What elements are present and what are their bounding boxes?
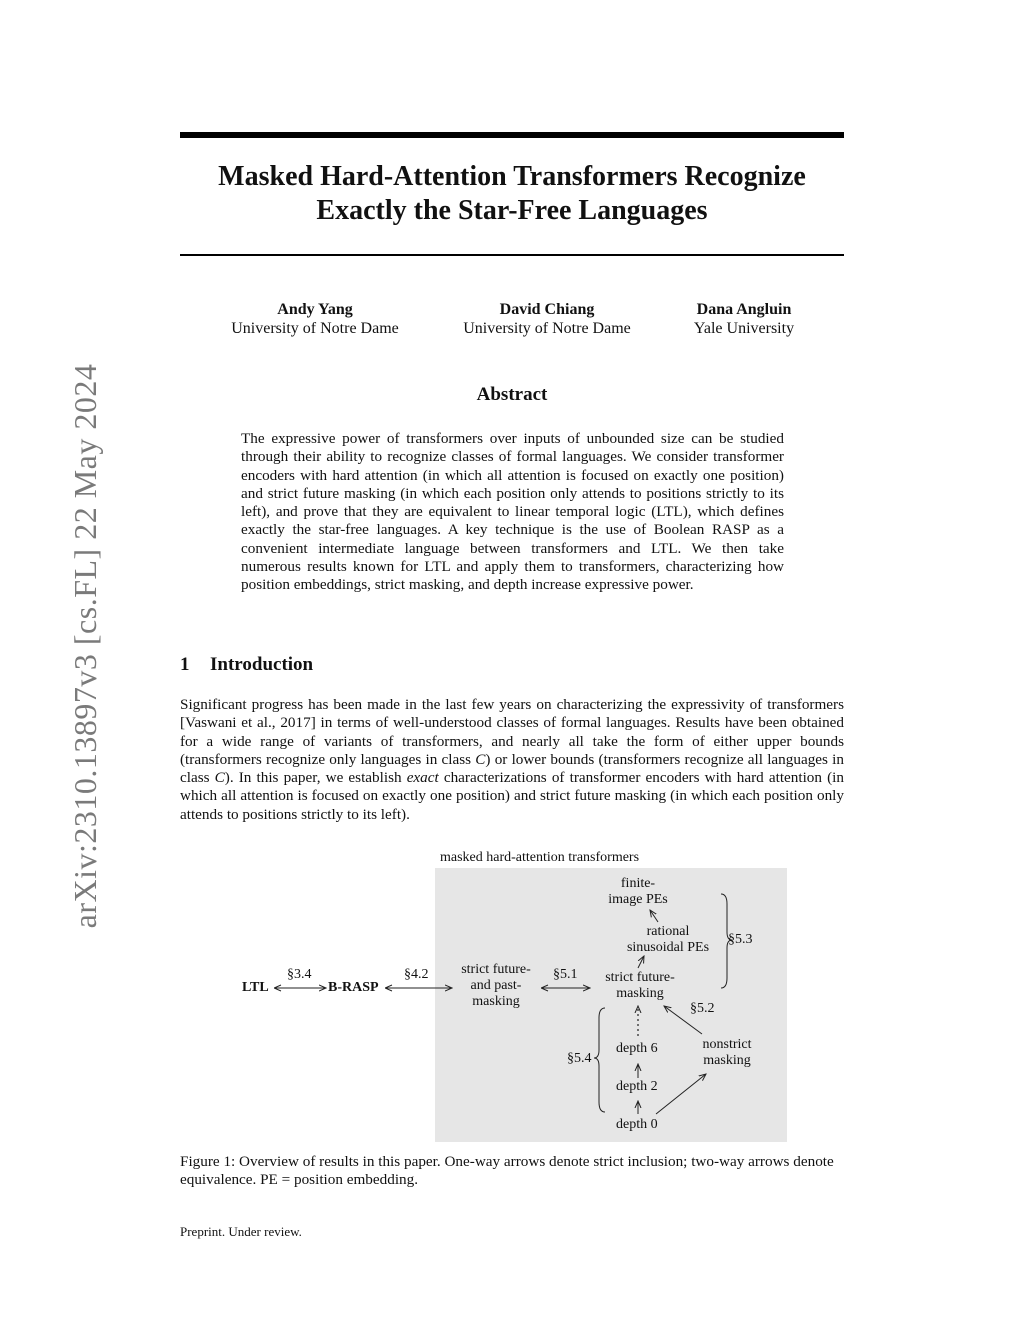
node-rational-sinusoidal: rational sinusoidal PEs xyxy=(626,924,710,955)
author-affiliation: Yale University xyxy=(693,320,795,337)
emphasis-exact: exact xyxy=(406,769,439,787)
class-variable: C xyxy=(475,750,486,768)
section-title: Introduction xyxy=(210,654,314,675)
title-line-2: Exactly the Star-Free Languages xyxy=(316,195,708,226)
class-variable: C xyxy=(214,769,225,787)
author-affiliation: University of Notre Dame xyxy=(231,320,399,337)
node-nonstrict: nonstrict masking xyxy=(702,1037,752,1068)
author-3 xyxy=(654,300,834,338)
paper-title xyxy=(180,160,844,228)
arxiv-stamp xyxy=(25,350,103,942)
author-name: David Chiang xyxy=(499,301,595,318)
node-depth2: depth 2 xyxy=(616,1079,658,1094)
box-title: masked hard-attention transformers xyxy=(440,850,640,865)
author-1 xyxy=(210,300,420,338)
label-s54: §5.4 xyxy=(567,1051,592,1066)
author-name: Dana Angluin xyxy=(696,301,792,318)
title-line-1: Masked Hard-Attention Transformers Recognize xyxy=(218,161,806,192)
label-s42: §4.2 xyxy=(404,967,429,982)
node-ltl: LTL xyxy=(242,980,269,995)
title-rule-top xyxy=(180,132,844,138)
figure-caption: Figure 1: Overview of results in this paper. One-way arrows denote strict inclusion; two-way arrows denote equivalence. PE = position embedding. xyxy=(180,1153,834,1189)
abstract-text: The expressive power of transformers over inputs of unbounded size can be studied through their ability to recognize classes of formal languages. We consider transformer encoders with hard attention (in which all attention is focused on exactly one position) and strict future masking (in which each position only attends to positions strictly to its left), and prove that they are equivalent to linear temporal logic (LTL), which defines exactly the star-free languages. A key technique is the use of Boolean RASP as a convenient intermediate language between transformers and LTL. We then take numerous results known for LTL and apply them to transformers, characterizing how position embeddings, strict masking, and depth increase expressive power. xyxy=(241,430,784,594)
arxiv-id: arXiv:2310.13897v3 [cs.FL] 22 May 2024 xyxy=(67,363,103,929)
intro-paragraph: Significant progress has been made in the last few years on characterizing the expressivity of transformers [Vaswani et al., 2017] in terms of well-understood classes of formal languages. Results have been obtained for a wide range of variants of transformers, and nearly all take the form of either upper bounds (transformers recognize only languages in class C) or lower bounds (transformers recognize all languages in class C). In this paper, we establish exact characterizations of transformer encoders with hard attention (in which all attention is focused on exactly one position) and strict future masking (in which each position only attends to positions strictly to its left). xyxy=(180,696,844,823)
abstract-heading: Abstract xyxy=(476,384,548,405)
node-finite-image: finite- image PEs xyxy=(608,876,668,907)
node-strict-future-past: strict future- and past- masking xyxy=(461,962,531,1009)
title-rule-bottom xyxy=(180,254,844,256)
node-strict-future: strict future- masking xyxy=(605,970,675,1001)
label-s53: §5.3 xyxy=(728,932,753,947)
figure-1 xyxy=(230,846,800,1146)
author-affiliation: University of Notre Dame xyxy=(463,320,631,337)
label-s51: §5.1 xyxy=(553,967,578,982)
label-s52: §5.2 xyxy=(690,1001,715,1016)
label-s34: §3.4 xyxy=(287,967,312,982)
footer-note: Preprint. Under review. xyxy=(180,1224,302,1239)
section-heading xyxy=(180,654,313,676)
section-number: 1 xyxy=(180,654,190,675)
node-depth0: depth 0 xyxy=(616,1117,658,1132)
node-depth6: depth 6 xyxy=(616,1041,658,1056)
node-brasp: B-RASP xyxy=(328,980,379,995)
author-2 xyxy=(442,300,652,338)
author-name: Andy Yang xyxy=(277,301,353,318)
